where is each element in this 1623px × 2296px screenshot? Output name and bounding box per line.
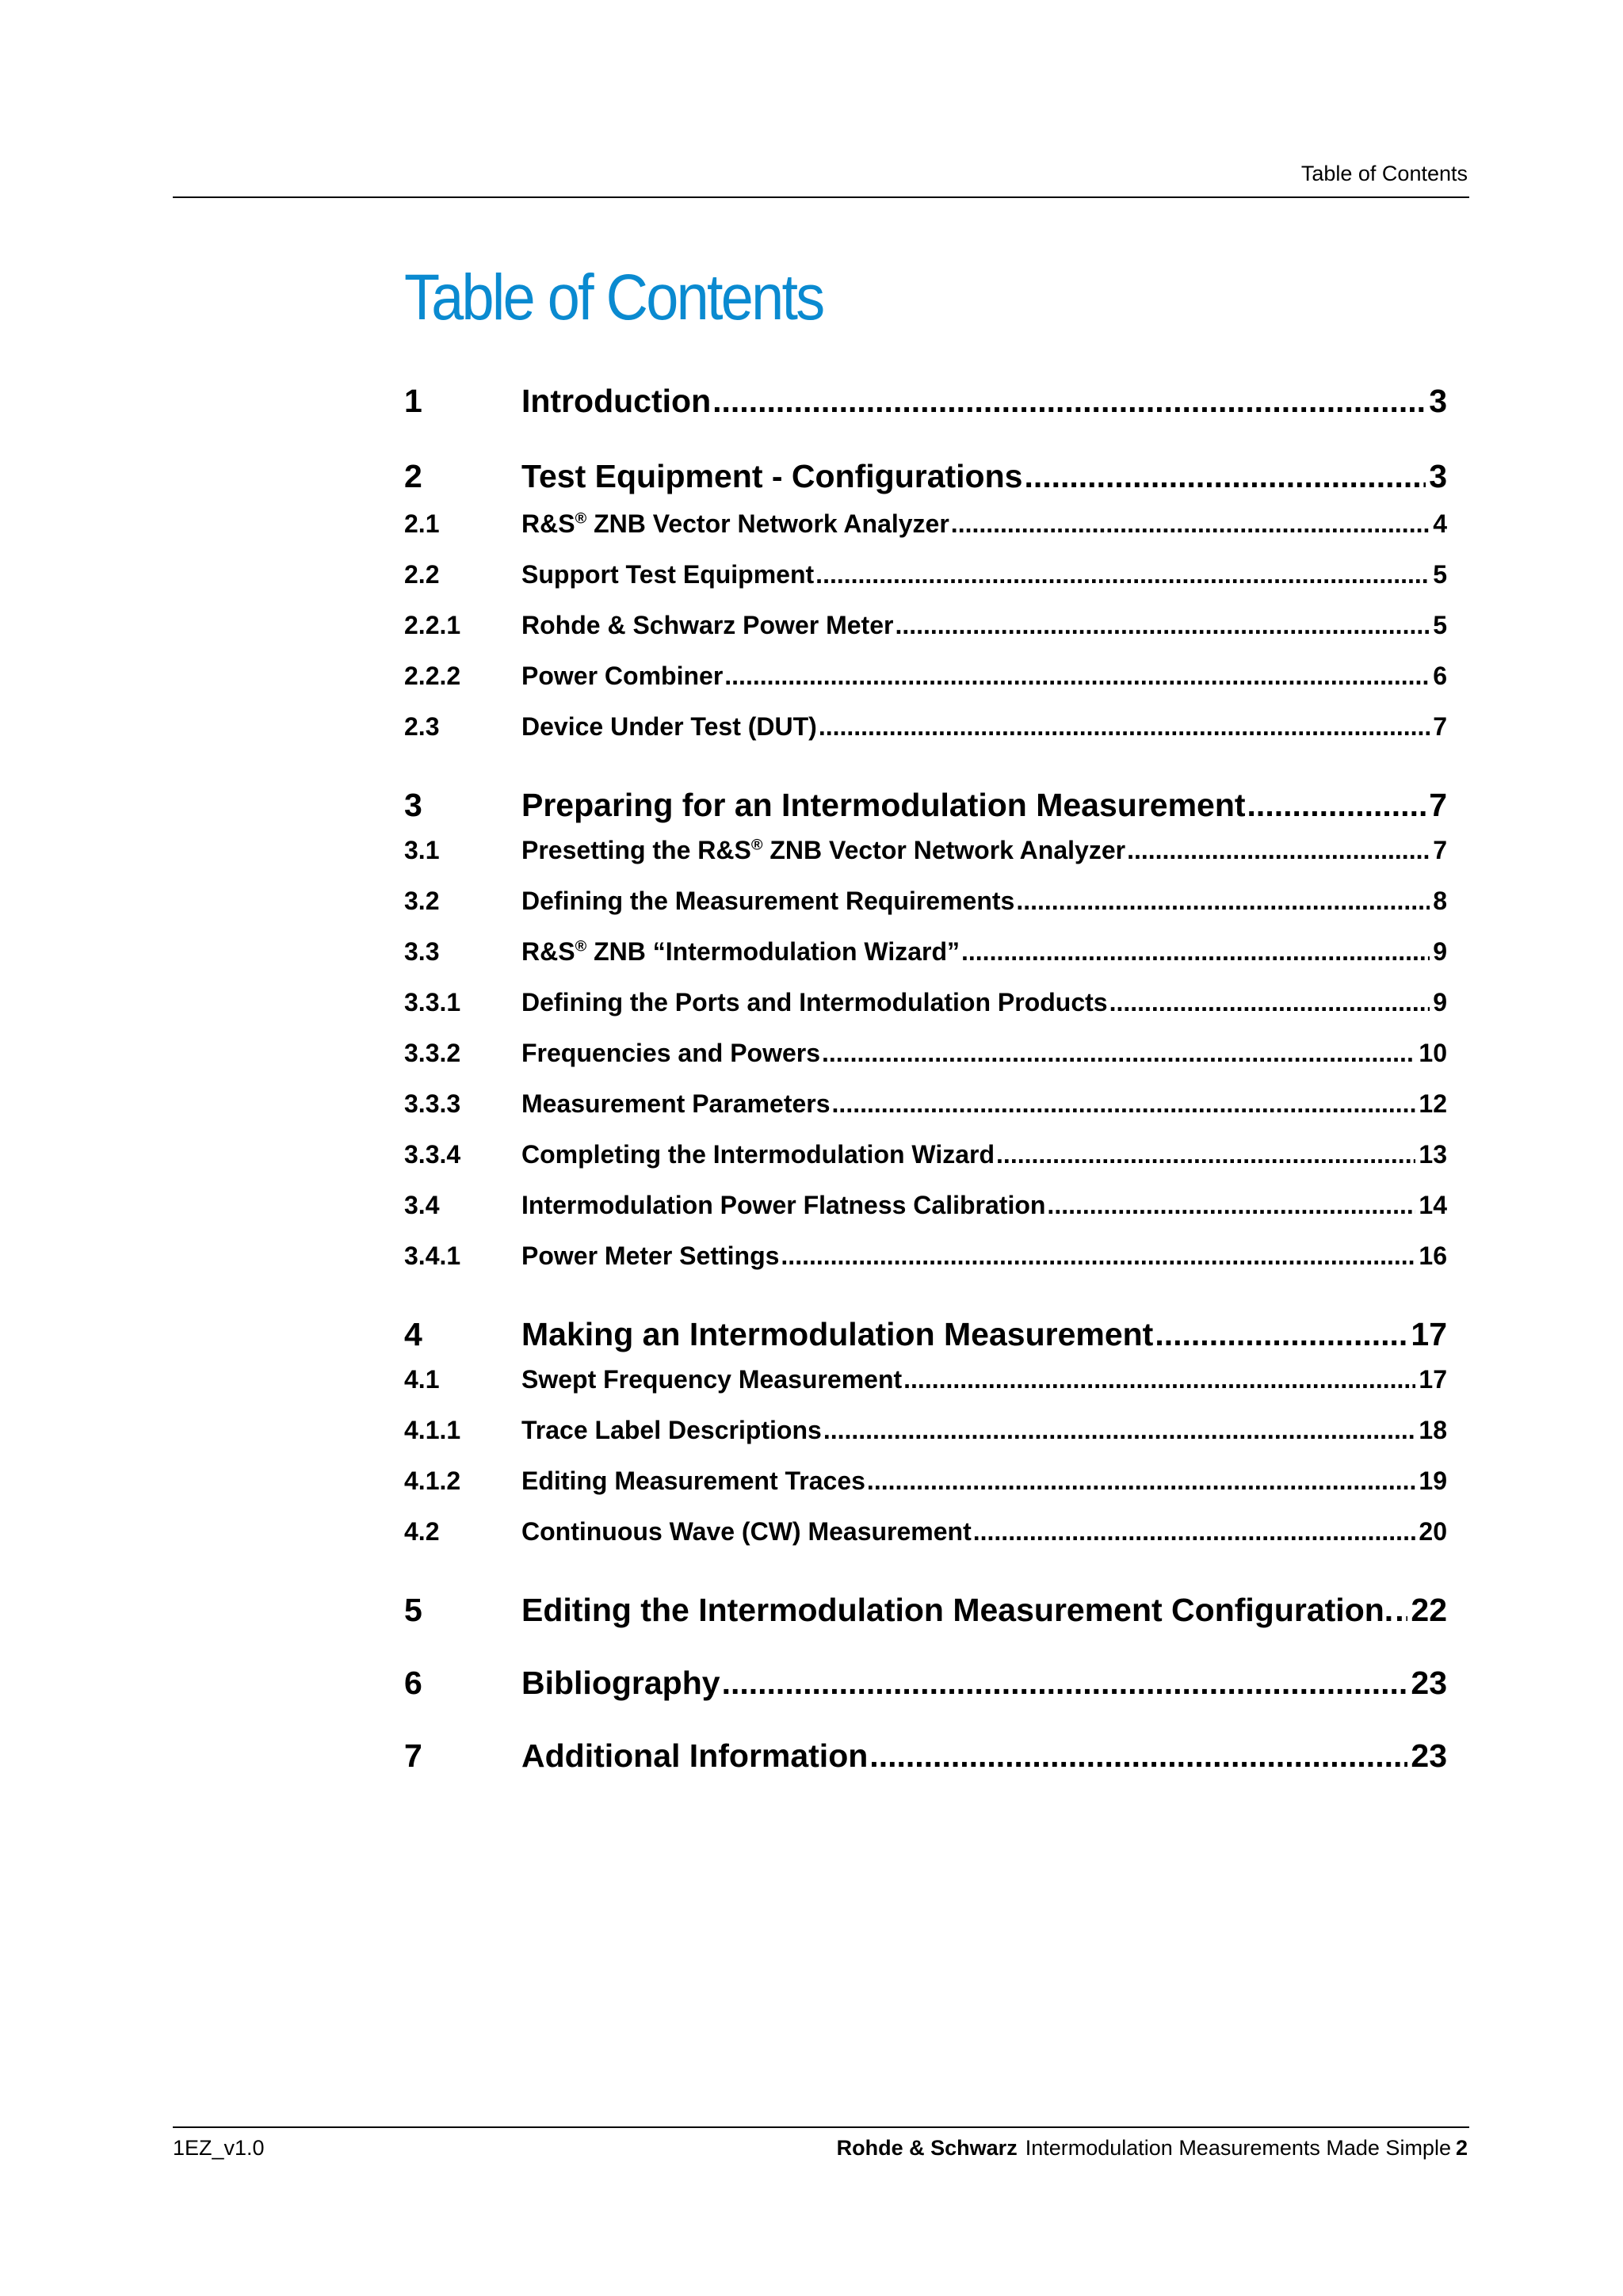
- toc-entry-label: Defining the Ports and Intermodulation Products: [521, 988, 1108, 1016]
- toc-entry-page: 17: [1419, 1365, 1447, 1394]
- toc-entry[interactable]: [404, 1727, 1447, 1775]
- toc-entry-label: Bibliography: [521, 1665, 720, 1701]
- toc-entry-label: Power Combiner: [521, 662, 724, 690]
- toc-entry-number: 3.3.1: [404, 988, 461, 1016]
- toc-dot-leader: [1024, 458, 1426, 495]
- toc-entry-number: 4.1.2: [404, 1466, 461, 1495]
- toc-entry[interactable]: [404, 1581, 1447, 1629]
- toc-entry[interactable]: [404, 1654, 1447, 1702]
- running-header-title: Table of Contents: [1300, 162, 1468, 185]
- toc-entry-label: Defining the Measurement Requirements: [521, 887, 1015, 915]
- footer-page-number: 2: [1455, 2136, 1468, 2160]
- toc-entry-label-text: ZNB Vector Network Analyzer: [762, 836, 1126, 864]
- toc-dot-leader: [1109, 988, 1430, 1017]
- toc-entry-page: 13: [1419, 1140, 1447, 1169]
- toc-dot-leader: [867, 1466, 1415, 1496]
- running-footer: [173, 2126, 1469, 2168]
- toc-entry-label: Power Meter Settings: [521, 1241, 780, 1270]
- toc-entry-number: 3.1: [404, 836, 440, 864]
- toc-dot-leader: [951, 509, 1430, 539]
- toc-entry-number: 3.2: [404, 887, 440, 915]
- toc-dot-leader: [903, 1365, 1415, 1394]
- toc-entry-number: 2.3: [404, 712, 440, 741]
- toc-entry-label: Editing Measurement Traces: [521, 1466, 865, 1495]
- registered-mark: ®: [750, 836, 763, 854]
- toc-entry-page: 14: [1419, 1191, 1447, 1219]
- toc-dot-leader: [1247, 787, 1426, 824]
- toc-entry-page: 7: [1433, 712, 1447, 741]
- toc-entry[interactable]: [404, 448, 1447, 495]
- toc-entry[interactable]: [404, 979, 1447, 1017]
- toc-entry-number: 3.3.3: [404, 1089, 461, 1118]
- toc-entry-label-text: ZNB Vector Network Analyzer: [586, 509, 949, 538]
- toc-entry-label: Completing the Intermodulation Wizard: [521, 1140, 995, 1169]
- toc-dot-leader: [815, 560, 1430, 589]
- toc-entry[interactable]: [404, 1131, 1447, 1169]
- toc-entry-label: Rohde & Schwarz Power Meter: [521, 611, 894, 639]
- toc-entry-page: 17: [1411, 1316, 1447, 1352]
- toc-entry-number: 4: [404, 1316, 422, 1352]
- registered-mark: ®: [575, 937, 587, 955]
- toc-entry-page: 7: [1429, 787, 1447, 823]
- toc-entry[interactable]: [404, 1306, 1447, 1353]
- toc-entry[interactable]: [404, 551, 1447, 589]
- toc-entry-page: 16: [1419, 1241, 1447, 1270]
- toc-entry[interactable]: [404, 878, 1447, 916]
- toc-entry-page: 9: [1433, 988, 1447, 1016]
- toc-dot-leader: [1395, 1592, 1407, 1629]
- toc-dot-leader: [832, 1089, 1416, 1119]
- toc-entry-label: Swept Frequency Measurement: [521, 1365, 903, 1394]
- toc-entry-page: 3: [1429, 458, 1447, 494]
- toc-entry-number: 2.2: [404, 560, 440, 589]
- toc-entry-label-text: R&S: [521, 937, 575, 966]
- toc-entry-page: 5: [1433, 560, 1447, 589]
- toc-dot-leader: [823, 1416, 1416, 1445]
- toc-entry-label: Continuous Wave (CW) Measurement: [521, 1517, 972, 1546]
- toc-dot-leader: [895, 611, 1430, 640]
- toc-entry-page: 8: [1433, 887, 1447, 915]
- toc-entry[interactable]: [404, 1233, 1447, 1271]
- toc-dot-leader: [724, 662, 1430, 691]
- toc-entry-number: 2.1: [404, 509, 440, 538]
- toc-entry[interactable]: [404, 602, 1447, 640]
- toc-entry-number: 7: [404, 1737, 422, 1774]
- toc-dot-leader: [1047, 1191, 1415, 1220]
- toc-dot-leader: [961, 937, 1430, 967]
- toc-entry-number: 4.2: [404, 1517, 440, 1546]
- toc-entry-number: 1: [404, 383, 422, 419]
- page-title: Table of Contents: [404, 261, 823, 334]
- toc-entry-page: 5: [1433, 611, 1447, 639]
- toc-entry-number: 3.3.2: [404, 1039, 461, 1067]
- toc-entry-label-text: ZNB “Intermodulation Wizard”: [586, 937, 960, 966]
- toc-dot-leader: [1016, 887, 1430, 916]
- footer-company: Rohde & Schwarz: [836, 2136, 1018, 2160]
- toc-entry-page: 20: [1419, 1517, 1447, 1546]
- toc-entry-page: 4: [1433, 509, 1447, 538]
- toc-entry[interactable]: [404, 1356, 1447, 1394]
- toc-entry[interactable]: [404, 1081, 1447, 1119]
- toc-entry-number: 3.4: [404, 1191, 440, 1219]
- toc-entry-page: 6: [1433, 662, 1447, 690]
- toc-entry-page: 12: [1419, 1089, 1447, 1118]
- toc-entry[interactable]: [404, 1407, 1447, 1445]
- toc-dot-leader: [973, 1517, 1416, 1547]
- toc-entry[interactable]: [404, 1030, 1447, 1068]
- toc-entry[interactable]: [404, 827, 1447, 865]
- toc-entry[interactable]: [404, 704, 1447, 742]
- footer-right: [837, 2136, 1468, 2161]
- toc-entry-number: 4.1.1: [404, 1416, 461, 1444]
- toc-entry-label: Making an Intermodulation Measurement: [521, 1316, 1154, 1352]
- toc-dot-leader: [781, 1241, 1415, 1271]
- toc-entry-label: Test Equipment - Configurations: [521, 458, 1023, 494]
- toc-entry-label: Introduction: [521, 383, 712, 419]
- toc-entry-label-text: R&S: [521, 509, 575, 538]
- toc-entry[interactable]: [404, 1508, 1447, 1547]
- toc-entry-number: 5: [404, 1592, 422, 1628]
- toc-entry-label: Preparing for an Intermodulation Measurement: [521, 787, 1246, 823]
- toc-entry[interactable]: [404, 929, 1447, 967]
- toc-entry-label: Frequencies and Powers: [521, 1039, 821, 1067]
- toc-entry-page: 19: [1419, 1466, 1447, 1495]
- toc-entry-page: 10: [1419, 1039, 1447, 1067]
- toc-entry[interactable]: [404, 501, 1447, 539]
- registered-mark: ®: [575, 509, 587, 528]
- toc-entry-label: Measurement Parameters: [521, 1089, 831, 1118]
- toc-entry-page: 18: [1419, 1416, 1447, 1444]
- footer-doc-title: Intermodulation Measurements Made Simple: [1025, 2136, 1451, 2160]
- toc-entry-page: 23: [1411, 1737, 1447, 1774]
- toc-entry-number: 3.4.1: [404, 1241, 461, 1270]
- toc-entry-label: Support Test Equipment: [521, 560, 815, 589]
- toc-entry-label: Additional Information: [521, 1737, 869, 1774]
- toc-entry-label: Device Under Test (DUT): [521, 712, 817, 741]
- toc-entry-label: Trace Label Descriptions: [521, 1416, 822, 1444]
- toc-entry-label: Intermodulation Power Flatness Calibration: [521, 1191, 1046, 1219]
- toc-entry-number: 2: [404, 458, 422, 494]
- toc-entry-page: 3: [1429, 383, 1447, 419]
- toc-entry-label: Editing the Intermodulation Measurement Configuration.: [521, 1592, 1394, 1628]
- toc-entry-label: [521, 937, 960, 967]
- toc-entry-page: 23: [1411, 1665, 1447, 1701]
- toc-entry[interactable]: [404, 776, 1447, 824]
- toc-entry[interactable]: [404, 372, 1447, 420]
- toc-entry[interactable]: [404, 653, 1447, 691]
- toc-entry-page: 9: [1433, 937, 1447, 966]
- toc-entry-label: [521, 509, 949, 539]
- toc-dot-leader: [722, 1665, 1408, 1702]
- toc-entry-number: 2.2.1: [404, 611, 461, 639]
- toc-dot-leader: [869, 1737, 1407, 1775]
- toc-dot-leader: [1127, 836, 1430, 865]
- toc-entry-number: 2.2.2: [404, 662, 461, 690]
- toc-entry-number: 3.3.4: [404, 1140, 461, 1169]
- toc-entry[interactable]: [404, 1458, 1447, 1496]
- toc-entry-number: 3.3: [404, 937, 440, 966]
- toc-entry-label-text: Presetting the R&S: [521, 836, 751, 864]
- toc-dot-leader: [712, 383, 1426, 420]
- toc-entry[interactable]: [404, 1182, 1447, 1220]
- toc-entry-page: 22: [1411, 1592, 1447, 1628]
- toc-dot-leader: [822, 1039, 1415, 1068]
- toc-entry-label: [521, 836, 1125, 865]
- toc-dot-leader: [996, 1140, 1415, 1169]
- toc-entry-number: 4.1: [404, 1365, 440, 1394]
- toc-dot-leader: [1155, 1316, 1407, 1353]
- toc-entry-number: 3: [404, 787, 422, 823]
- toc-entry-number: 6: [404, 1665, 422, 1701]
- toc-entry-page: 7: [1433, 836, 1447, 864]
- toc-dot-leader: [819, 712, 1430, 742]
- footer-doc-id: 1EZ_v1.0: [173, 2136, 265, 2160]
